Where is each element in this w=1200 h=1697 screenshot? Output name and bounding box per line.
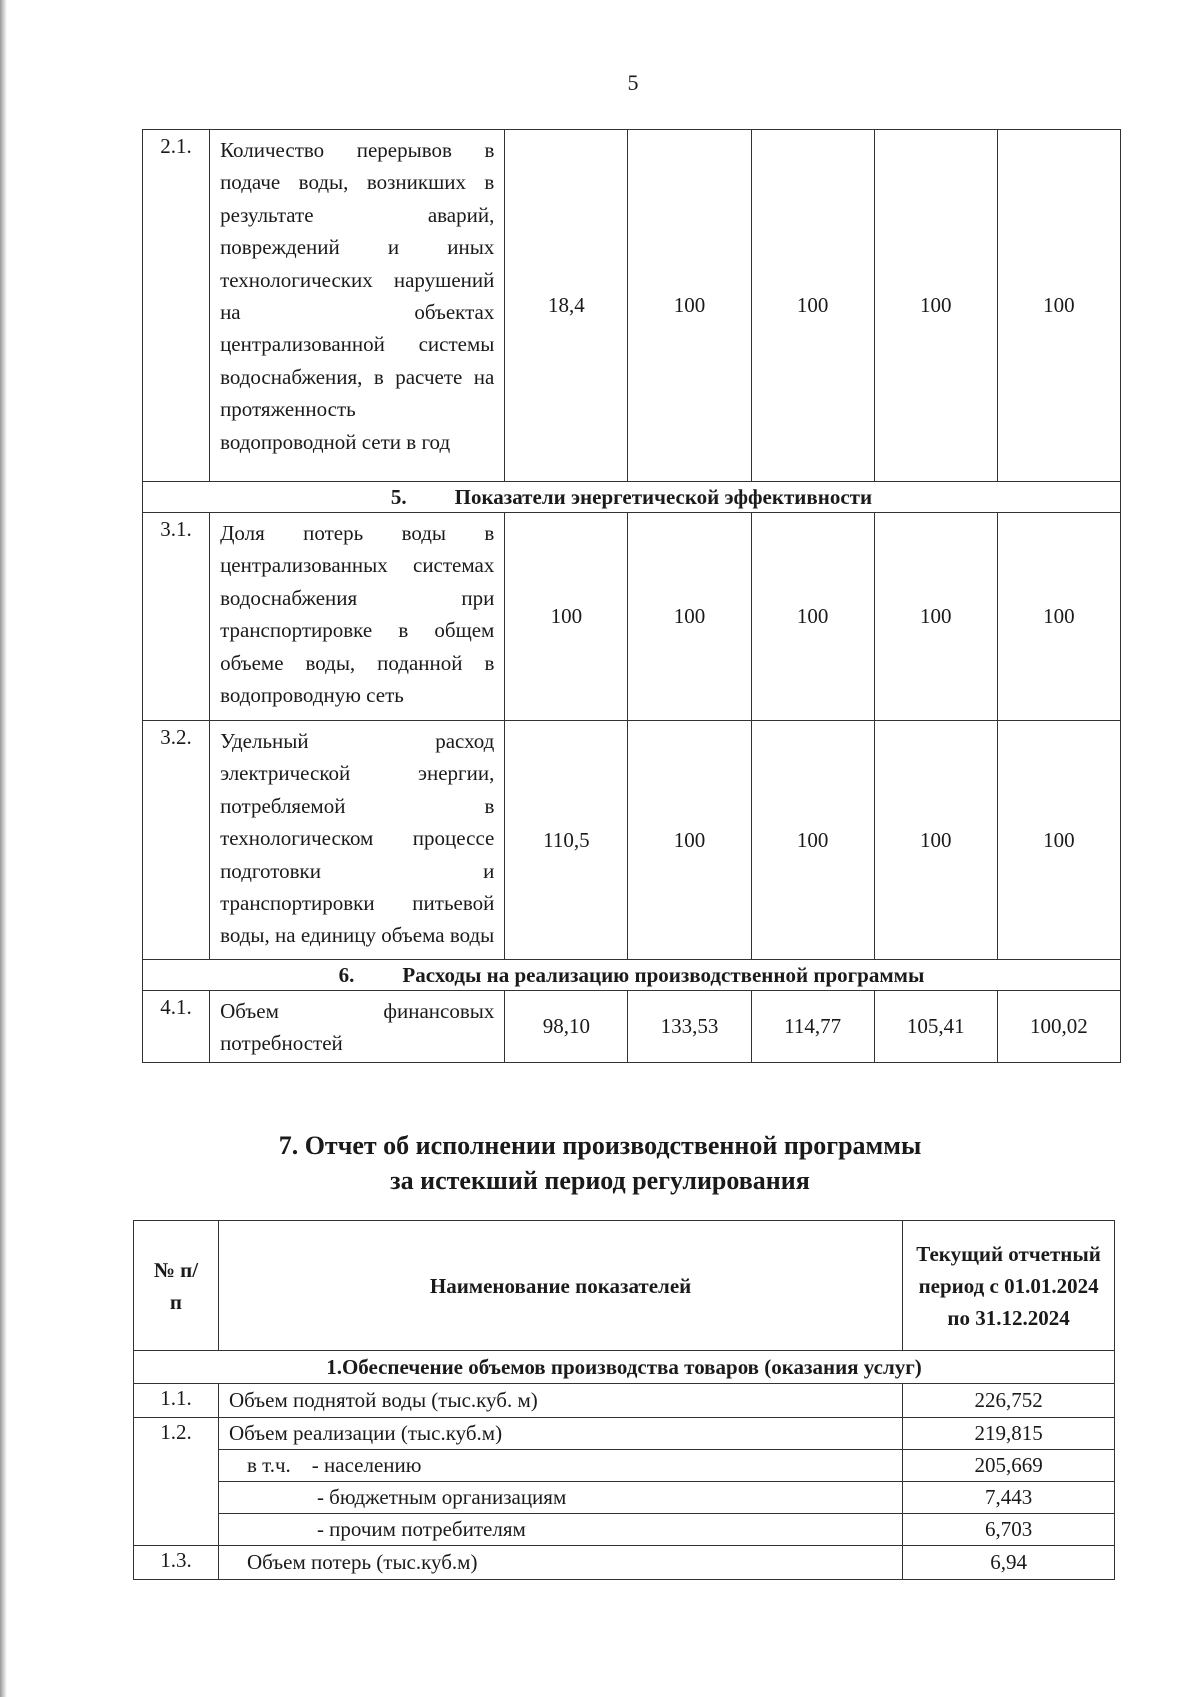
indicator-value: 114,77 bbox=[751, 991, 874, 1063]
indicator-name: Доля потерь воды в централизованных системах водоснабжения при транспортировке в общем объеме воды, поданной в водопроводную сеть bbox=[210, 513, 505, 721]
table-row bbox=[134, 1384, 1115, 1418]
indicator-value: 6,94 bbox=[903, 1546, 1115, 1580]
row-number: 4.1. bbox=[143, 991, 210, 1063]
indicator-value: 100 bbox=[751, 721, 874, 960]
indicator-value: 7,443 bbox=[903, 1482, 1115, 1514]
indicators-table bbox=[142, 129, 1121, 1063]
indicator-name: Количество перерывов в подаче воды, возникших в результате аварий, повреждений и иных технологических нарушений на объектах централизованной системы водоснабжения, в расчете на протяженность водопроводной сети в год bbox=[210, 130, 505, 482]
header-period: Текущий отчетный период с 01.01.2024 по 31.12.2024 bbox=[903, 1221, 1115, 1351]
table-row bbox=[134, 1418, 1115, 1450]
indicator-value: 133,53 bbox=[628, 991, 751, 1063]
indicator-value: 100 bbox=[874, 513, 997, 721]
indicator-value: 6,703 bbox=[903, 1514, 1115, 1546]
section-title bbox=[143, 482, 1121, 513]
section-title bbox=[143, 960, 1121, 991]
indicator-value: 100 bbox=[874, 721, 997, 960]
table-row bbox=[134, 1482, 1115, 1514]
table-row bbox=[134, 1450, 1115, 1482]
indicator-name: Объем потерь (тыс.куб.м) bbox=[218, 1546, 902, 1580]
section-row: 1.Обеспечение объемов производства товаров (оказания услуг) bbox=[134, 1351, 1115, 1384]
indicator-value: 100 bbox=[751, 513, 874, 721]
table-row bbox=[143, 991, 1121, 1063]
indicator-value: 226,752 bbox=[903, 1384, 1115, 1418]
indicator-name: Объем финансовых потребностей bbox=[210, 991, 505, 1063]
row-number: 3.2. bbox=[143, 721, 210, 960]
section-row bbox=[143, 482, 1121, 513]
scan-edge bbox=[0, 0, 7, 1697]
row-number: 1.1. bbox=[134, 1384, 219, 1418]
indicator-value: 205,669 bbox=[903, 1450, 1115, 1482]
indicator-name: в т.ч. - населению bbox=[218, 1450, 902, 1482]
indicator-value: 100 bbox=[505, 513, 628, 721]
report-table bbox=[133, 1220, 1115, 1580]
indicator-value: 219,815 bbox=[903, 1418, 1115, 1450]
row-number: 2.1. bbox=[143, 130, 210, 482]
indicator-name: - бюджетным организациям bbox=[218, 1482, 902, 1514]
row-number: 1.2. bbox=[134, 1418, 219, 1546]
table-row bbox=[143, 721, 1121, 960]
row-number: 3.1. bbox=[143, 513, 210, 721]
indicator-value: 105,41 bbox=[874, 991, 997, 1063]
section-row bbox=[143, 960, 1121, 991]
table-row bbox=[143, 513, 1121, 721]
indicator-name: Удельный расход электрической энергии, потребляемой в технологическом процессе подготовки и транспортировки питьевой воды, на единицу объема воды bbox=[210, 721, 505, 960]
indicator-value: 100 bbox=[628, 130, 751, 482]
section-7-title bbox=[0, 1128, 1200, 1198]
title-line-1: 7. Отчет об исполнении производственной программы bbox=[278, 1131, 922, 1160]
indicator-name: Объем реализации (тыс.куб.м) bbox=[218, 1418, 902, 1450]
indicator-value: 18,4 bbox=[505, 130, 628, 482]
indicator-value: 110,5 bbox=[505, 721, 628, 960]
section-number: 5. bbox=[390, 484, 407, 509]
table-row bbox=[143, 130, 1121, 482]
indicator-name: - прочим потребителям bbox=[218, 1514, 902, 1546]
header-row bbox=[134, 1221, 1115, 1351]
indicator-value: 100 bbox=[874, 130, 997, 482]
section-label: Показатели энергетической эффективности bbox=[454, 484, 873, 509]
indicator-value: 100 bbox=[997, 130, 1120, 482]
table-row bbox=[134, 1546, 1115, 1580]
section-label: Расходы на реализацию производственной программы bbox=[402, 962, 925, 987]
indicator-value: 100 bbox=[628, 513, 751, 721]
section-number: 6. bbox=[338, 962, 355, 987]
indicator-value: 100,02 bbox=[997, 991, 1120, 1063]
page-number: 5 bbox=[627, 70, 639, 95]
title-line-2: за истекший период регулирования bbox=[390, 1166, 810, 1195]
indicator-value: 100 bbox=[751, 130, 874, 482]
row-number: 1.3. bbox=[134, 1546, 219, 1580]
indicator-value: 98,10 bbox=[505, 991, 628, 1063]
indicator-name: Объем поднятой воды (тыс.куб. м) bbox=[218, 1384, 902, 1418]
header-name: Наименование показателей bbox=[218, 1221, 902, 1351]
indicator-value: 100 bbox=[997, 513, 1120, 721]
indicator-value: 100 bbox=[628, 721, 751, 960]
indicator-value: 100 bbox=[997, 721, 1120, 960]
table-row bbox=[134, 1514, 1115, 1546]
header-num: № п/п bbox=[134, 1221, 219, 1351]
